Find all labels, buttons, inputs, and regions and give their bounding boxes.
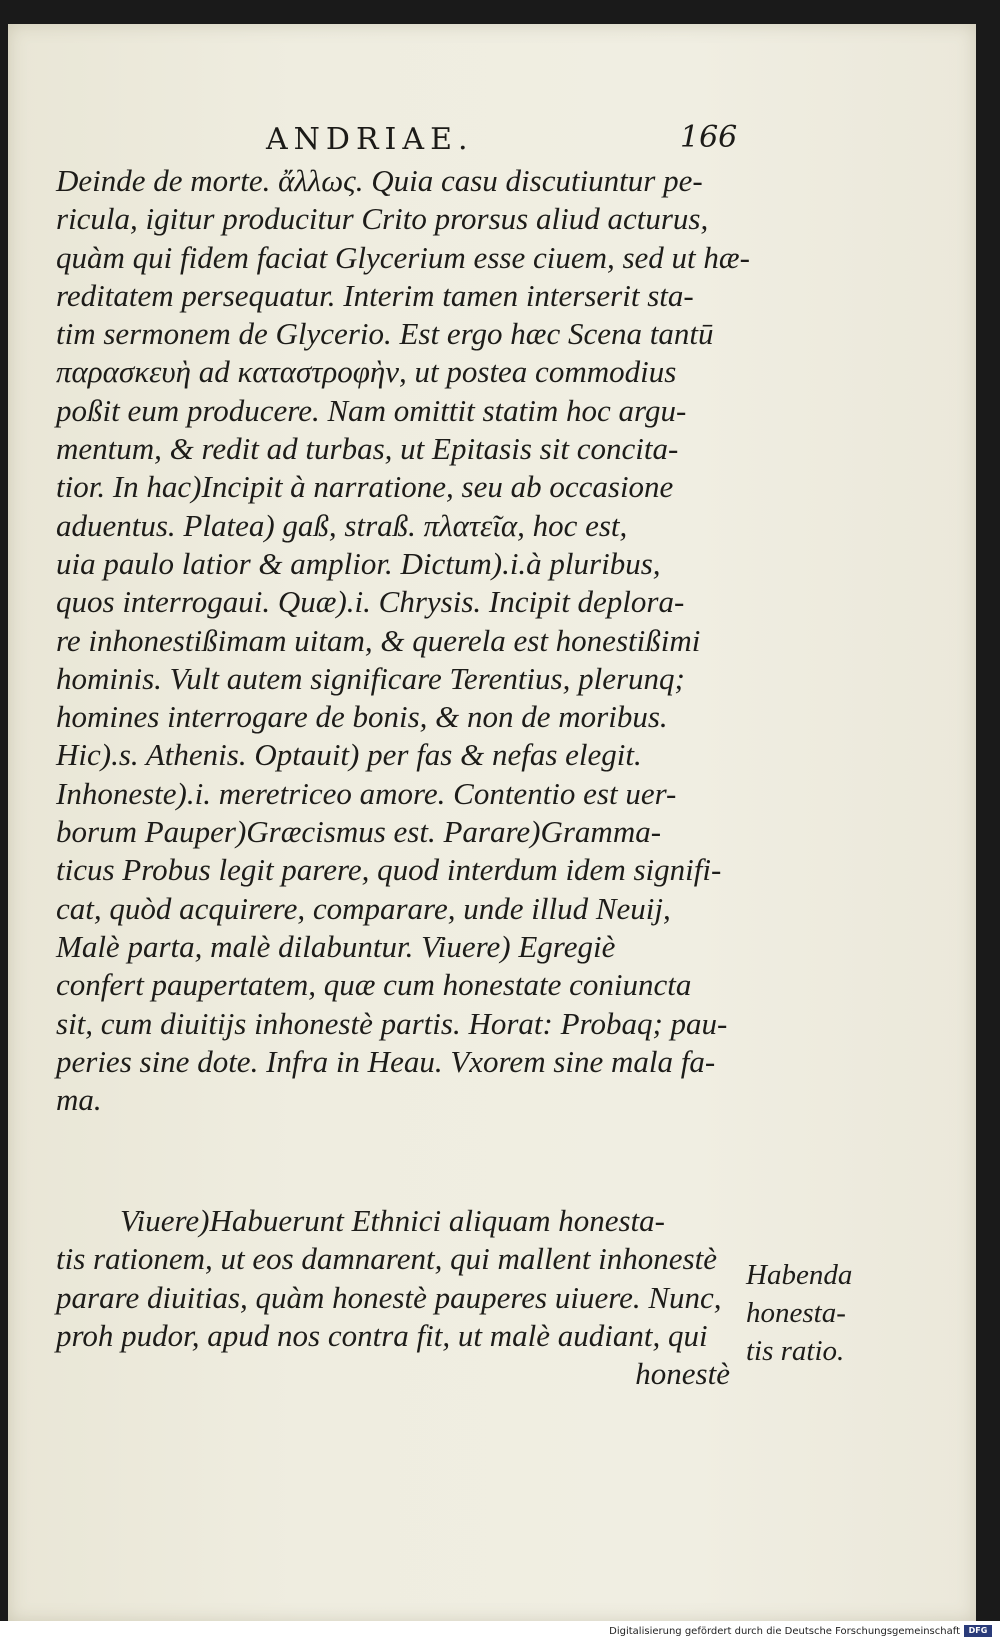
text-line: uia paulo latior & amplior. Dictum).i.à pluribus, bbox=[56, 545, 661, 581]
paragraph-2 bbox=[56, 1202, 736, 1393]
text-line: Inhoneste).i. meretriceo amore. Contentio est uer- bbox=[56, 775, 677, 811]
book-page bbox=[8, 24, 976, 1622]
text-line: reditatem persequatur. Interim tamen interserit sta- bbox=[56, 277, 694, 313]
footer-bar bbox=[0, 1621, 1000, 1639]
marginal-note bbox=[746, 1256, 886, 1370]
text-line: Hic).s. Athenis. Optauit) per fas & nefas elegit. bbox=[56, 737, 642, 773]
text-line: παρασκευὴ ad καταστροφὴν, ut postea commodius bbox=[56, 354, 677, 390]
text-line: hominis. Vult autem significare Terentius, plerunq; bbox=[56, 660, 685, 696]
text-line: re inhonestißimam uitam, & querela est honestißimi bbox=[56, 622, 701, 658]
text-line: Malè parta, malè dilabuntur. Viuere) Egregiè bbox=[56, 928, 616, 964]
marginal-line: tis ratio. bbox=[746, 1335, 845, 1367]
text-line: mentum, & redit ad turbas, ut Epitasis sit concita- bbox=[56, 431, 679, 467]
text-line: quos interrogaui. Quæ).i. Chrysis. Incipit deplora- bbox=[56, 584, 685, 620]
text-line: Viuere)Habuerunt Ethnici aliquam honesta- bbox=[120, 1203, 665, 1238]
text-line: homines interrogare de bonis, & non de moribus. bbox=[56, 699, 668, 735]
text-line: ricula, igitur producitur Crito prorsus aliud acturus, bbox=[56, 201, 709, 237]
dfg-logo-icon: DFG bbox=[964, 1625, 992, 1637]
text-line: quàm qui fidem faciat Glycerium esse ciuem, sed ut hæ- bbox=[56, 239, 750, 275]
text-line: tim sermonem de Glycerio. Est ergo hæc Scena tantū bbox=[56, 316, 714, 352]
paragraph-1 bbox=[56, 162, 750, 1119]
marginal-line: Habenda bbox=[746, 1259, 853, 1291]
text-line: aduentus. Platea) gaß, straß. πλατεῖα, hoc est, bbox=[56, 507, 628, 543]
text-line: borum Pauper)Græcismus est. Parare)Gramma- bbox=[56, 814, 662, 850]
running-head: ANDRIAE. bbox=[266, 122, 474, 157]
marginal-line: honesta- bbox=[746, 1297, 846, 1329]
footer-credit: Digitalisierung gefördert durch die Deutsche Forschungsgemeinschaft bbox=[609, 1626, 960, 1637]
text-line: parare diuitias, quàm honestè pauperes uiuere. Nunc, bbox=[56, 1279, 722, 1315]
text-line: poßit eum producere. Nam omittit statim hoc argu- bbox=[56, 392, 687, 428]
text-line: ticus Probus legit parere, quod interdum idem signifi- bbox=[56, 852, 722, 888]
page-number: 166 bbox=[680, 120, 738, 155]
text-line: confert paupertatem, quæ cum honestate coniuncta bbox=[56, 967, 692, 1003]
catchword: honestè bbox=[635, 1356, 730, 1392]
text-line: peries sine dote. Infra in Heau. Vxorem sine mala fa- bbox=[56, 1043, 716, 1079]
text-line: tior. In hac)Incipit à narratione, seu ab occasione bbox=[56, 469, 674, 505]
text-line: proh pudor, apud nos contra fit, ut malè audiant, qui bbox=[56, 1317, 708, 1353]
text-line: Deinde de morte. ἄλλως. Quia casu discutiuntur pe- bbox=[56, 163, 703, 198]
text-line: cat, quòd acquirere, comparare, unde illud Neuij, bbox=[56, 890, 671, 926]
text-line: ma. bbox=[56, 1082, 102, 1118]
text-line: sit, cum diuitijs inhonestè partis. Horat: Probaq; pau- bbox=[56, 1005, 728, 1041]
text-line: tis rationem, ut eos damnarent, qui mallent inhonestè bbox=[56, 1241, 717, 1277]
